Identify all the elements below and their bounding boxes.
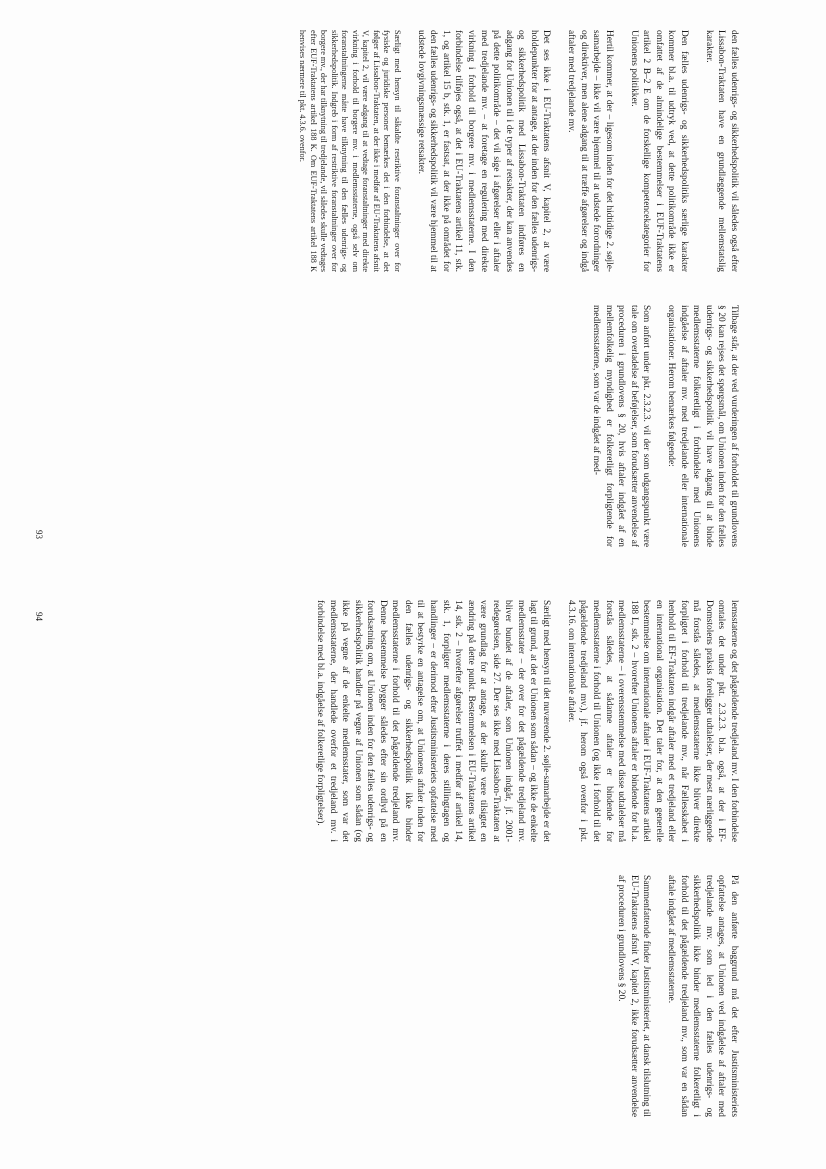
paragraph: Som anført under pkt. 2.3.2.3. vil der som udgangspunkt være tale om overladelse af beføjelser, som forudsætter anvendelse af proceduren i grundlovens § 20, hvis aftaler indgået af en mellemfolkelig myndighed er folkeretligt forpligtende for medlemsstaterne, som var de indgået af med- [591,305,652,547]
paragraph: Den fælles udenrigs- og sikkerhedspolitiks særlige karakter kommer bl.a. til udtryk ved, at dette politikområde ikke er omfattet af de almindelige bestemmelser i EUF-Traktatens artikel 2 B–2 E om de forskellige kompetencekategorier for Unionens politikker. [628,30,689,272]
column-right-2 [602,875,740,1117]
paragraph: Særligt med hensyn til det nuværende 2. søjle-samarbejde er det lagt til grund, at det er Unionen som sådan – og ikke de enkelte medlemsstater – der over for det pågældende tredjeland mv. bliver bundet af de aftaler, som Unionen indgår, jf. 2001-redegørelsen, side 27. Der ses ikke med Lissabon-Traktaten at være grundlag for at antage, at der skulle være tilsigtet en ændring på dette punkt. Bestemmelsen i EU-Traktatens artikel 14, stk. 2 – hvorefter afgørelser truffet i medfør af artikel 14, stk. 1, forpligter medlemsstaterne i deres stillingtagen og handlinger – er derimod efter Justitsministeriets opfattelse med til at bestyrke en antagelse om, at Unionens aftaler inden for den fælles udenrigs- og sikkerhedspolitik ikke binder medlemsstaterne i forhold til det pågældende tredjeland mv. Denne bestemmelse bygger således efter sin ordlyd på en forudsætning om, at Unionen inden for den fælles udenrigs- og sikkerhedspolitik handler på vegne af Unionen som sådan (og ikke på vegne af de enkelte medlemsstater, som var det medlemsstaterne, der handlede overfor et tredjeland mv. i forbindelse med bl.a. indgåelse af folkeretlige forpligtelser). [315,600,551,842]
page-93 [0,30,826,576]
column-left-2 [577,305,740,547]
page-number: 94 [34,612,44,621]
paragraph: Tilbage står, at der ved vurderingen af forholdet til grundlovens § 20 kan rejses det spørgsmål, om Unionen inden for den fælles udenrigs- og sikkerhedspolitik vil have adgang til at binde medlemsstaterne folkeretligt i forbindelse med Unionens indgåelse af aftaler mv. med tredjelande eller internationale organisationer. Herom bemærkes følgende: [666,305,739,547]
paragraph: På den anførte baggrund må det efter Justitsministeriets opfattelse antages, at Unionen ved indgåelse af aftaler med tredjelande mv. som led i den fælles udenrigs- og sikkerhedspolitik ikke binder medlemsstaterne folkeretligt i forhold til det pågældende tredjeland mv., som var en sådan aftale indgået af medlemsstaterne. [666,875,739,1117]
page-94 [0,600,826,1150]
paragraph: lemsstaterne og det pågældende tredjeland mv. I den forbindelse omtales det under pkt. 2.3.2.3. bl.a. også, at der i EF-Domstolens praksis foreligger udtalelser, der mest nærliggende må forstås således, at medlemsstaterne ikke bliver direkte forpligtet i forhold til tredjelande mv., når Fællesskabet i henhold til EF-Traktaten indgår aftaler med et tredjeland eller en international organisation. Det taler for, at den generelle bestemmelse om internationale aftaler i EUF-Traktatens artikel 188 L, stk. 2 – hvorefter Unionens aftaler er bindende for bl.a. medlemsstaterne – i overensstemmelse med disse udtalelser må forstås således, at sådanne aftaler er bindende for medlemsstaterne i forhold til Unionen (og ikke i forhold til det pågældende tredjeland mv.), jf. herom også ovenfor i pkt. 4.3.16. om internationale aftaler. [565,600,739,842]
page-number: 93 [34,530,44,539]
column-left-1 [284,30,740,272]
paragraph: Sammenfattende finder Justitsministeriet, at dansk tilslutning til EU-Traktatens afsnit V, kapitel 2, ikke forudsætter anvendelse af proceduren i grundlovens § 20. [616,875,652,1117]
paragraph: Hertil kommer, at der – ligesom inden for det hidtidige 2. søjle-samarbejde – ikke vil være hjemmel til at udstede forordninger og direktiver, men alene adgang til at træffe afgørelser og indgå aftaler med tredjelande mv. [566,30,614,272]
paragraph: Det ses ikke i EU-Traktatens afsnit V, kapitel 2, at være holdepunkter for at antage, at der inden for den fælles udenrigs- og sikkerhedspolitik med Lissabon-Traktaten indføres en adgang for Unionen til i de typer af retsakter, der kan anvendes på dette politikområde – det vil sige i afgørelser eller i aftaler med tredjelande mv. – at foretage en regulering med direkte virkning i forhold til borgere mv. i medlemsstaterne. I den forbindelse tilføjes også, at det i EU-Traktatens artikel 11, stk. 1, og artikel 15 b, stk. 1, er fastsat, at der ikke på området for den fælles udenrigs- og sikkerhedspolitik vil være hjemmel til at udstede lovgivningsmæssige retsakter. [415,30,552,272]
paragraph: den fælles udenrigs- og sikkerhedspolitik vil således også efter Lissabon-Traktaten have en grundlæggende mellemstatslig karakter. [703,30,739,272]
column-right-1 [301,600,740,842]
paragraph-small: Særligt med hensyn til såkaldte restriktive foranstaltninger over for fysiske og juridiske personer bemærkes det i den forbindelse, at det følger af Lissabon-Traktaten, at der ikke i medfør af EU-Traktatens afsnit V, kapitel 2, vil være adgang til at vedtage foranstaltninger med direkte virkning i forhold til borgere mv. i medlemsstaterne, også selv om foranstaltningerne måtte have tilknytning til den fælles udenrigs- og sikkerhedspolitik. Indgreb i form af restriktive foranstaltninger over for borgere mv., der har tilknytning til tredjelande, vil således skulle vedtages efter EUF-Traktatens artikel 188 K. Om EUF-Traktatens artikel 188 K henvises nærmere til pkt. 4.3.6. ovenfor. [298,30,402,272]
